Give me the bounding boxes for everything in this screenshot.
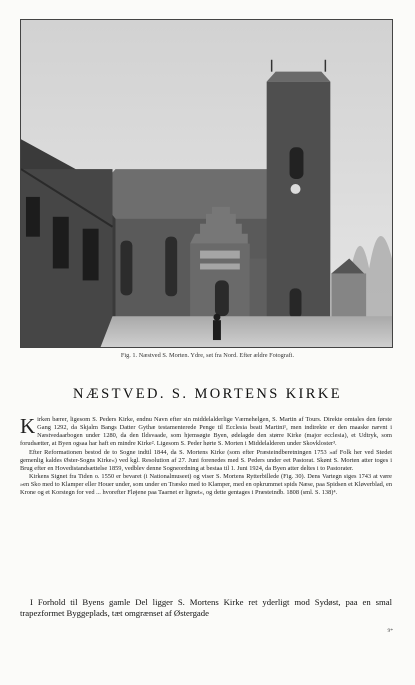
church-photograph-image bbox=[21, 20, 392, 347]
body-text-large bbox=[20, 597, 392, 619]
paragraph-1-text: irken bærer, ligesom S. Peders Kirke, endnu Navn efter sin middelalderlige Værnehelgen, S. Martin af Tours. Direkte omtales den første Gang 1292, da Skjalm Bangs Datter Gythæ testamenterede Penge til Ecclesia beati Martini¹, men indirekte er den maaske nævnt i Næstvedaarbogen under 1280, da den Ildsvaade, som hjemsøgte Byen, ødelagde den større Kirke (major ecclesia), et Udtryk, som forudsætter, at Byen ogsaa har haft en mindre Kirke². Ligesom S. Peder hørte S. Morten i Middelalderen under Skovkloster³. bbox=[20, 416, 392, 448]
page-title: NÆSTVED. S. MORTENS KIRKE bbox=[73, 386, 342, 402]
figure-caption: Fig. 1. Næstved S. Morten. Ydre, set fra Nord. Efter ældre Fotografi. bbox=[120, 352, 295, 359]
drop-cap: K bbox=[20, 414, 36, 438]
paragraph-2: Efter Reformationen bestod de to Sogne indtil 1844, da S. Mortens Kirke (som efter Præsteindberetningen 1753 »af Folk her ved Stedet gemenlig kaldes Øster-Sogns Kirke«) ved kgl. Resolution af 27. Juni forenedes med S. Peders under eet Pastorat. Skønt S. Morten atter toges i Brug efter en Hovedistandsættelse 1859, vedblev denne Sogneordning at bestaa til 1. Juni 1924, da Byen atter deltes i to Pastorater. bbox=[20, 448, 392, 472]
body-text-small bbox=[20, 416, 392, 498]
paragraph-1 bbox=[20, 416, 392, 449]
paragraph-4: I Forhold til Byens gamle Del ligger S. Mortens Kirke ret yderligt mod Sydøst, paa en smal trapezformet Byggeplads, tæt omgrænset af Østergade bbox=[20, 597, 392, 619]
church-photograph bbox=[20, 19, 393, 348]
page-marker: 9* bbox=[387, 628, 393, 634]
paragraph-3: Kirkens Signet fra Tiden o. 1550 er bevaret (i Nationalmuseet) og viser S. Mortens Rytterbillede (Fig. 30). Dens Vartegn siges 1743 at være »en Sko med to Klamper eller Houer under, som under en Træsko med to Klamper, med en opkrummet spids Næse, paa Spidsen et Kløverblad, en Krone og et Korstegn for ved ... hvorefter Fløjene paa Taarnet er lignet«, og dette gentages i Præsteindb. 1808 (sml. S. 138)⁴. bbox=[20, 473, 392, 497]
